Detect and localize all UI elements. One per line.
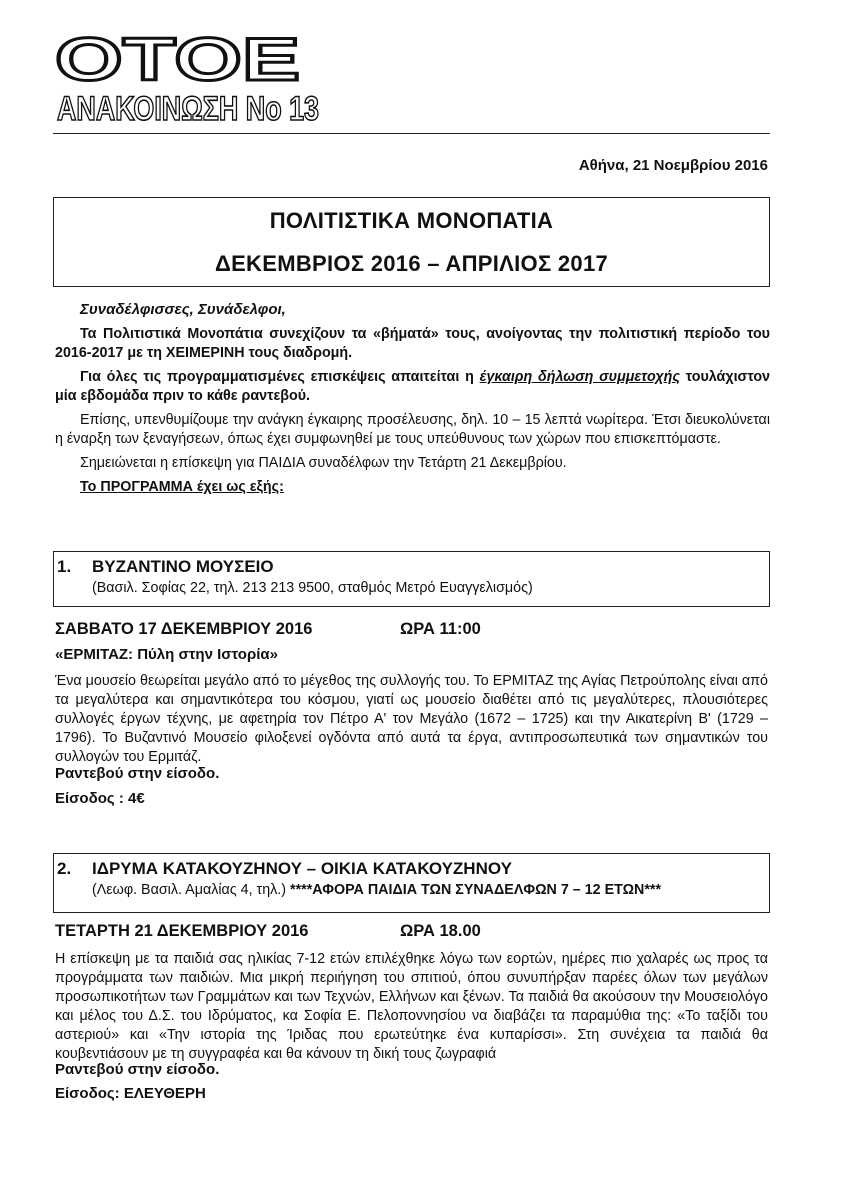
title-line-2: ΔΕΚΕΜΒΡΙΟΣ 2016 – ΑΠΡΙΛΙΟΣ 2017: [214, 251, 609, 276]
event-1-box: [53, 551, 770, 607]
otoe-logo: [55, 26, 319, 128]
event-2-meeting: Ραντεβού στην είσοδο.: [55, 1061, 220, 1078]
event-1-day: ΣΑΒΒΑΤΟ 17 ΔΕΚΕΜΒΡΙΟΥ 2016: [55, 620, 313, 638]
event-1-entry: Είσοδος : 4€: [55, 790, 145, 807]
event-1-subtitle: «ΕΡΜΙΤΑΖ: Πύλη στην Ιστορία»: [55, 646, 278, 663]
logo-text: ΟΤΟΕ: [55, 26, 300, 93]
event-1-address: (Βασιλ. Σοφίας 22, τηλ. 213 213 9500, σταθμός Μετρό Ευαγγελισμός): [92, 580, 533, 596]
event-2-address: (Λεωφ. Βασιλ. Αμαλίας 4, τηλ.) ****ΑΦΟΡΑ ΠΑΙΔΙΑ ΤΩΝ ΣΥΝΑΔΕΛΦΩΝ 7 – 12 ΕΤΩΝ***: [92, 882, 662, 898]
header-divider: [53, 133, 770, 134]
event-2-description: Η επίσκεψη με τα παιδιά σας ηλικίας 7-12 ετών επιλέχθηκε λόγω των εορτών, ημέρες πιο χαλαρές ως προς τα προγράμματα των παιδιών. Μια μικρή περιήγηση του σπιτιού, όπου συνυπήρξαν παρέες όλων των μεγάλων προσωπικοτήτων των Γραμμάτων και των Τεχνών, Ελλήνων και ξένων. Τα παιδιά θα ακούσουν την Μουσειολόγο και μέλος του Δ.Σ. του Ιδρύματος, κα Σοφία Ε. Πελοποννησίου να διαβάζει τα παραμύθια της: «Το ταξίδι του αστεριού» και «Την ιστορία της Ίριδας που ερωτεύτηκε ένα κυπαρίσσι». Στη συνέχεια τα παιδιά θα κουβεντιάσουν με τη συγγραφέα και θα κάνουν τη δική τους ζωγραφιά: [55, 951, 768, 1062]
event-1-meeting: Ραντεβού στην είσοδο.: [55, 765, 220, 782]
event-2-name: ΙΔΡΥΜΑ ΚΑΤΑΚΟΥΖΗΝΟΥ – ΟΙΚΙΑ ΚΑΤΑΚΟΥΖΗΝΟΥ: [92, 859, 512, 878]
title-line-1: ΠΟΛΙΤΙΣΤΙΚΑ ΜΟΝΟΠΑΤΙΑ: [269, 208, 554, 233]
event-2-age-note: ****ΑΦΟΡΑ ΠΑΙΔΙΑ ΤΩΝ ΣΥΝΑΔΕΛΦΩΝ 7 – 12 ΕΤΩΝ***: [290, 882, 662, 898]
event-1-time: ΩΡΑ 11:00: [400, 620, 481, 638]
intro-paragraph-1: Τα Πολιτιστικά Μονοπάτια συνεχίζουν τα «βήματά» τους, ανοίγοντας την πολιτιστική περίοδο του 2016-2017 με τη ΧΕΙΜΕΡΙΝΗ τους διαδρομή.: [55, 326, 770, 361]
event-2-datetime: [55, 922, 481, 941]
document-date: Αθήνα, 21 Νοεμβρίου 2016: [578, 157, 768, 174]
event-1-number: 1.: [57, 557, 72, 576]
event-1-description: Ένα μουσείο θεωρείται μεγάλο από το μέγεθος της συλλογής του. Το ΕΡΜΙΤΑΖ της Αγίας Πετρούπολης είναι από τα μεγαλύτερα και σημαντικότερα του κόσμου, γιατί ως μουσείο διαθέτει από τις μεγαλύτερες, πλουσιότερες συλλογές έργων τέχνης, με αφετηρία τον Πέτρο Α' τον Μεγάλο (1672 – 1725) και την Αικατερίνη Β' (1729 – 1796). Το Βυζαντινό Μουσείο φιλοξενεί ογδόντα από αυτά τα έργα, αντιπροσωπευτικά των σημαντικών του συλλογών του Ερμιτάζ.: [55, 673, 768, 765]
title-box: [53, 197, 770, 287]
event-2-entry: Είσοδος: ΕΛΕΥΘΕΡΗ: [55, 1085, 206, 1102]
announcement-number: ΑΝΑΚΟΙΝΩΣΗ Νο 13: [57, 90, 319, 128]
intro-section: [55, 300, 770, 502]
intro-paragraph-2: Για όλες τις προγραμματισμένες επισκέψεις απαιτείται η έγκαιρη δήλωση συμμετοχής τουλάχιστον μία εβδομάδα πριν το κάθε ραντεβού.: [55, 369, 770, 404]
registration-note: έγκαιρη δήλωση συμμετοχής: [479, 369, 680, 385]
event-2-number: 2.: [57, 859, 72, 878]
intro-paragraph-3: Επίσης, υπενθυμίζουμε την ανάγκη έγκαιρης προσέλευσης, δηλ. 10 – 15 λεπτά νωρίτερα. Έτσι διευκολύνεται η έναρξη των ξεναγήσεων, όπως έχει συμφωνηθεί με τους υπεύθυνους των χώρων που επισκεπτόμαστε.: [55, 412, 770, 447]
event-2-box: [53, 853, 770, 913]
event-2-time: ΩΡΑ 18.00: [400, 922, 481, 940]
program-heading: Το ΠΡΟΓΡΑΜΜΑ έχει ως εξής:: [80, 479, 284, 495]
event-1-name: ΒΥΖΑΝΤΙΝΟ ΜΟΥΣΕΙΟ: [92, 557, 274, 576]
greeting: Συναδέλφισσες, Συνάδελφοι,: [80, 301, 286, 318]
event-2-day: ΤΕΤΑΡΤΗ 21 ΔΕΚΕΜΒΡΙΟΥ 2016: [55, 922, 309, 940]
event-1-datetime: [55, 620, 481, 639]
intro-paragraph-4: Σημειώνεται η επίσκεψη για ΠΑΙΔΙΑ συναδέλφων την Τετάρτη 21 Δεκεμβρίου.: [80, 455, 567, 471]
